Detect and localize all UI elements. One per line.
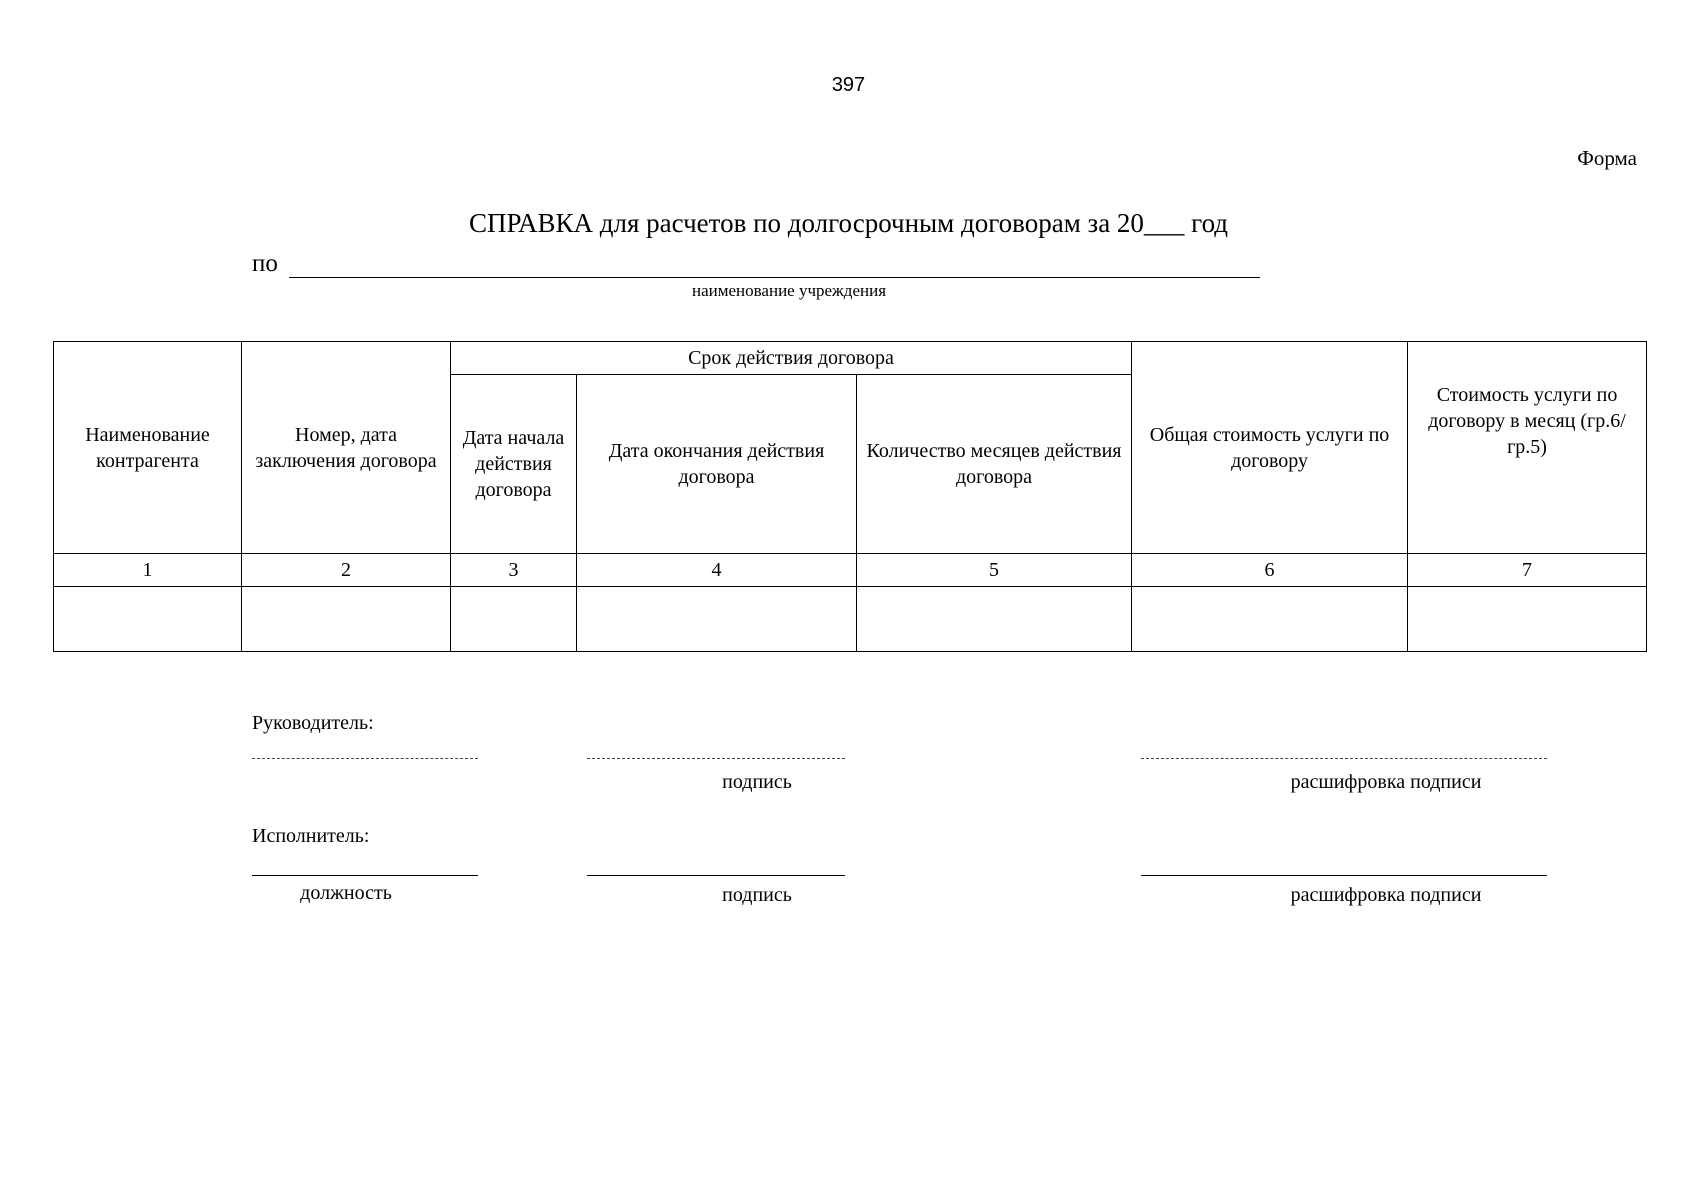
table-cell[interactable]	[242, 587, 451, 652]
manager-decoding-line[interactable]	[1141, 758, 1547, 759]
table-cell[interactable]	[577, 587, 857, 652]
manager-decoding-caption: расшифровка подписи	[1290, 771, 1482, 793]
header-months-count: Количество месяцев действия договора	[857, 375, 1132, 554]
manager-label: Руководитель:	[252, 712, 374, 734]
executor-signature-caption: подпись	[722, 884, 792, 906]
executor-decoding-line[interactable]	[1141, 875, 1547, 876]
column-number: 4	[577, 554, 857, 587]
po-label: по	[252, 250, 278, 277]
header-counterparty: Наименование контрагента	[54, 342, 242, 554]
executor-decoding-caption: расшифровка подписи	[1290, 884, 1482, 906]
form-label: Форма	[1577, 146, 1637, 170]
executor-position-caption: должность	[300, 882, 392, 904]
contracts-table	[53, 341, 1647, 652]
column-number: 3	[451, 554, 577, 587]
table-cell[interactable]	[1408, 587, 1647, 652]
table-cell[interactable]	[857, 587, 1132, 652]
table-cell[interactable]	[54, 587, 242, 652]
column-number: 5	[857, 554, 1132, 587]
header-end-date: Дата окончания действия договора	[577, 375, 857, 554]
manager-position-line[interactable]	[252, 758, 478, 759]
header-start-date: Дата начала действия договора	[451, 375, 577, 554]
header-monthly-cost: Стоимость услуги по договору в месяц (гр.6/гр.5)	[1408, 342, 1647, 554]
document-title: СПРАВКА для расчетов по долгосрочным договорам за 20___ год	[468, 208, 1229, 238]
table-cell[interactable]	[451, 587, 577, 652]
header-row-1	[54, 342, 1647, 375]
institution-name-line	[289, 277, 1260, 278]
executor-label: Исполнитель:	[252, 825, 370, 847]
executor-signature-line[interactable]	[587, 875, 845, 876]
institution-name-caption: наименование учреждения	[691, 281, 887, 300]
column-number: 7	[1408, 554, 1647, 587]
page-number: 397	[831, 74, 866, 96]
header-contract-term-group: Срок действия договора	[451, 342, 1132, 375]
column-number: 1	[54, 554, 242, 587]
column-number: 6	[1132, 554, 1408, 587]
header-total-cost: Общая стоимость услуги по договору	[1132, 342, 1408, 554]
table-cell[interactable]	[1132, 587, 1408, 652]
column-number: 2	[242, 554, 451, 587]
executor-position-line[interactable]	[252, 875, 478, 876]
manager-signature-caption: подпись	[722, 771, 792, 793]
header-contract-number-date: Номер, дата заключения договора	[242, 342, 451, 554]
table-row	[54, 587, 1647, 652]
column-numbers-row	[54, 554, 1647, 587]
manager-signature-line[interactable]	[587, 758, 845, 759]
